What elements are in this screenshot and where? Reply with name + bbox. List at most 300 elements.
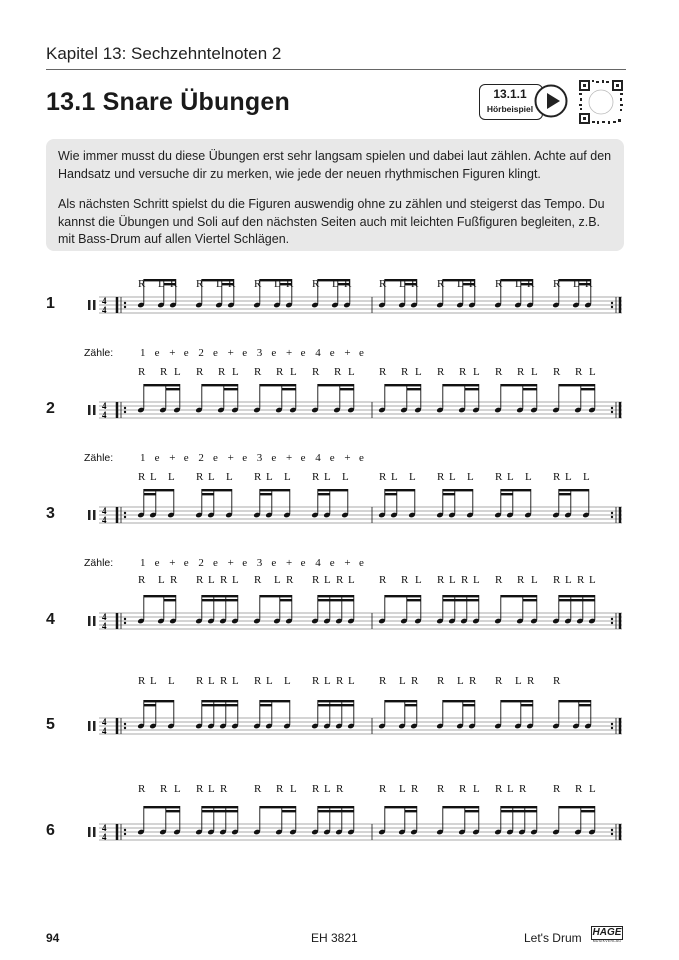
sticking-letter: L — [208, 675, 215, 687]
repeat-dot — [611, 306, 613, 308]
time-signature-top: 4 — [102, 401, 107, 411]
sticking-letter: R — [411, 675, 419, 687]
count-syllable: 3 — [256, 347, 263, 359]
beam-primary — [501, 595, 537, 597]
sticking-letter: R — [276, 366, 284, 378]
sticking-letter: L — [342, 471, 349, 483]
sticking-letter: L — [565, 574, 572, 586]
beam-primary — [501, 700, 533, 702]
sticking-letter: R — [517, 574, 525, 586]
count-syllable: e — [154, 347, 160, 359]
sticking-letter: L — [266, 471, 273, 483]
time-signature-bottom: 4 — [102, 832, 107, 842]
repeat-dot — [124, 622, 126, 624]
beam-secondary — [407, 388, 421, 390]
exercise-4 — [88, 574, 622, 631]
count-syllable: e — [329, 452, 335, 464]
sticking-letter: R — [220, 574, 228, 586]
beam-primary — [318, 806, 354, 808]
time-signature-top: 4 — [102, 506, 107, 516]
beam-primary — [443, 489, 473, 491]
beam-primary — [260, 806, 296, 808]
sticking-letter: L — [168, 471, 175, 483]
percussion-clef — [88, 300, 91, 310]
sticking-letter: R — [379, 783, 387, 795]
count-syllable: 3 — [256, 557, 263, 569]
sticking-letter: R — [170, 278, 178, 290]
count-syllable: e — [213, 452, 218, 464]
sticking-letter: R — [336, 783, 344, 795]
sticking-letter: L — [232, 574, 239, 586]
publisher-name: HAGE — [592, 927, 622, 938]
repeat-dot — [611, 512, 613, 514]
count-syllable: e — [213, 347, 218, 359]
beam-primary — [559, 806, 595, 808]
sticking-letter: L — [515, 675, 522, 687]
sticking-letter: R — [459, 783, 467, 795]
beam-primary — [144, 489, 174, 491]
sticking-letter: L — [158, 278, 165, 290]
beam-primary — [202, 384, 238, 386]
count-label: Zähle: — [84, 452, 114, 464]
count-syllable: 2 — [198, 557, 204, 569]
count-syllable: e — [300, 557, 306, 569]
sticking-letter: R — [437, 675, 445, 687]
sticking-letter: R — [312, 574, 320, 586]
sticking-letter: R — [196, 574, 204, 586]
count-syllable: + — [344, 452, 351, 464]
sticking-letter: L — [507, 471, 514, 483]
sticking-letter: L — [565, 471, 572, 483]
footer-book-title: Let's Drum — [524, 931, 582, 945]
beam-secondary — [282, 388, 296, 390]
sticking-letter: R — [461, 574, 469, 586]
beam-secondary — [385, 493, 397, 495]
sticking-letter: R — [495, 278, 503, 290]
percussion-clef — [93, 616, 96, 626]
repeat-dot — [611, 622, 613, 624]
beam-primary — [385, 489, 415, 491]
sticking-letter: R — [196, 366, 204, 378]
count-syllable: e — [242, 557, 248, 569]
exercise-number: 2 — [46, 400, 55, 417]
time-signature-top: 4 — [102, 823, 107, 833]
beam-secondary — [318, 493, 330, 495]
sticking-letter: L — [589, 574, 596, 586]
footer-code: EH 3821 — [311, 931, 358, 945]
beam-primary — [559, 384, 595, 386]
sticking-letter: R — [577, 574, 585, 586]
beam-primary — [144, 700, 174, 702]
beam-primary — [144, 384, 180, 386]
sticking-letter: L — [348, 366, 355, 378]
count-syllable: e — [183, 347, 189, 359]
sticking-letter: R — [196, 471, 204, 483]
beam-secondary — [166, 388, 180, 390]
sticking-letter: R — [254, 471, 262, 483]
count-syllable: 4 — [315, 347, 321, 359]
count-syllable: + — [169, 557, 176, 569]
sticking-letter: R — [437, 783, 445, 795]
beam-primary — [559, 700, 591, 702]
sticking-letter: R — [138, 675, 146, 687]
sticking-letter: L — [589, 366, 596, 378]
count-syllable: e — [359, 347, 364, 359]
sticking-letter: R — [401, 366, 409, 378]
sticking-letter: R — [553, 574, 561, 586]
sticking-letter: L — [457, 675, 464, 687]
section-title: 13.1 Snare Übungen — [46, 88, 290, 116]
beam-secondary — [202, 599, 238, 601]
count-syllable: 4 — [315, 452, 321, 464]
beam-primary — [260, 384, 296, 386]
sticking-letter: R — [379, 675, 387, 687]
sticking-letter: R — [459, 366, 467, 378]
beam-secondary — [501, 810, 537, 812]
sticking-letter: L — [150, 675, 157, 687]
sticking-letter: R — [160, 366, 168, 378]
repeat-dot — [611, 516, 613, 518]
sticking-letter: R — [379, 278, 387, 290]
repeat-dot — [124, 516, 126, 518]
sticking-letter: R — [437, 278, 445, 290]
sticking-letter: L — [515, 278, 522, 290]
count-label: Zähle: — [84, 347, 114, 359]
count-syllable: e — [154, 452, 160, 464]
sticking-letter: R — [138, 783, 146, 795]
sticking-letter: R — [196, 783, 204, 795]
repeat-dot — [124, 723, 126, 725]
sticking-letter: L — [409, 471, 416, 483]
sticking-letter: R — [138, 278, 146, 290]
repeat-dot — [611, 302, 613, 304]
sticking-letter: L — [226, 471, 233, 483]
sticking-letter: L — [158, 574, 165, 586]
repeat-dot — [124, 833, 126, 835]
sticking-letter: L — [525, 471, 532, 483]
repeat-dot — [124, 512, 126, 514]
sticking-letter: R — [286, 574, 294, 586]
sticking-letter: L — [507, 783, 514, 795]
beam-primary — [202, 806, 238, 808]
beam-secondary — [559, 599, 595, 601]
sticking-letter: L — [174, 366, 181, 378]
sticking-letter: L — [290, 783, 297, 795]
percussion-clef — [88, 510, 91, 520]
sticking-letter: R — [312, 675, 320, 687]
repeat-dot — [611, 411, 613, 413]
beam-secondary — [523, 388, 537, 390]
count-syllable: e — [359, 452, 364, 464]
sticking-letter: R — [286, 278, 294, 290]
count-syllable: + — [344, 347, 351, 359]
count-label: Zähle: — [84, 557, 114, 569]
sticking-letter: L — [348, 675, 355, 687]
beam-primary — [318, 595, 354, 597]
sticking-letter: R — [495, 783, 503, 795]
beam-primary — [559, 595, 595, 597]
chapter-heading: Kapitel 13: Sechzehntelnoten 2 — [46, 44, 282, 63]
sticking-letter: L — [399, 783, 406, 795]
exercise-number: 6 — [46, 822, 55, 839]
sticking-letter: R — [344, 278, 352, 290]
sticking-letter: R — [553, 471, 561, 483]
beam-primary — [260, 489, 290, 491]
sticking-letter: L — [208, 783, 215, 795]
repeat-dot — [611, 618, 613, 620]
repeat-dot — [124, 727, 126, 729]
beam-secondary — [164, 599, 176, 601]
beam-primary — [501, 384, 537, 386]
sticking-letter: L — [589, 783, 596, 795]
beam-secondary — [559, 493, 571, 495]
beam-primary — [443, 384, 479, 386]
beam-secondary — [144, 493, 156, 495]
time-signature-bottom: 4 — [102, 515, 107, 525]
sticking-letter: R — [495, 471, 503, 483]
count-syllable: e — [329, 557, 335, 569]
count-syllable: e — [271, 557, 277, 569]
exercise-number: 1 — [46, 295, 55, 312]
count-syllable: + — [169, 452, 176, 464]
sticking-letter: R — [334, 366, 342, 378]
publisher-subtitle: MUSIKVERLAG — [592, 939, 622, 943]
beam-secondary — [224, 388, 238, 390]
sticking-letter: L — [348, 574, 355, 586]
sticking-letter: L — [208, 471, 215, 483]
sticking-letter: R — [553, 366, 561, 378]
beam-secondary — [318, 810, 354, 812]
beam-secondary — [463, 704, 475, 706]
percussion-clef — [93, 827, 96, 837]
repeat-dot — [611, 723, 613, 725]
count-syllable: + — [344, 557, 351, 569]
beam-primary — [318, 384, 354, 386]
sticking-letter: L — [274, 278, 281, 290]
sticking-letter: R — [527, 278, 535, 290]
count-syllable: e — [183, 452, 189, 464]
footer-page-number: 94 — [46, 931, 60, 945]
beam-secondary — [579, 704, 591, 706]
sticking-letter: R — [469, 278, 477, 290]
beam-secondary — [581, 810, 595, 812]
beam-primary — [385, 384, 421, 386]
count-syllable: 2 — [198, 347, 204, 359]
beam-secondary — [318, 704, 354, 706]
sticking-letter: L — [573, 278, 580, 290]
sticking-letter: L — [324, 471, 331, 483]
repeat-dot — [124, 306, 126, 308]
sticking-letter: R — [254, 366, 262, 378]
sticking-letter: R — [220, 675, 228, 687]
time-signature-bottom: 4 — [102, 726, 107, 736]
count-syllable: 2 — [198, 452, 204, 464]
repeat-dot — [124, 618, 126, 620]
sticking-letter: R — [411, 783, 419, 795]
beam-primary — [260, 700, 290, 702]
beam-secondary — [260, 493, 272, 495]
beam-secondary — [260, 704, 272, 706]
count-syllable: + — [227, 557, 234, 569]
beam-secondary — [340, 388, 354, 390]
exercise-5 — [88, 675, 622, 736]
beam-secondary — [501, 493, 513, 495]
sticking-letter: R — [196, 675, 204, 687]
sticking-letter: R — [495, 574, 503, 586]
beam-secondary — [318, 599, 354, 601]
beam-secondary — [202, 493, 214, 495]
time-signature-top: 4 — [102, 296, 107, 306]
percussion-clef — [93, 300, 96, 310]
sticking-letter: L — [457, 278, 464, 290]
beam-secondary — [465, 810, 479, 812]
count-syllable: e — [242, 347, 248, 359]
sticking-letter: R — [553, 278, 561, 290]
sticking-letter: R — [379, 366, 387, 378]
sticking-letter: R — [254, 278, 262, 290]
sticking-letter: L — [284, 675, 291, 687]
sticking-letter: R — [527, 675, 535, 687]
sticking-letter: R — [437, 366, 445, 378]
sticking-letter: L — [449, 471, 456, 483]
sticking-letter: R — [379, 574, 387, 586]
sticking-letter: R — [220, 783, 228, 795]
sticking-letter: L — [415, 574, 422, 586]
count-syllable: e — [242, 452, 248, 464]
repeat-dot — [611, 407, 613, 409]
beam-secondary — [166, 810, 180, 812]
sticking-letter: L — [531, 366, 538, 378]
beam-primary — [260, 595, 292, 597]
intro-paragraph-2: Als nächsten Schritt spielst du die Figuren auswendig ohne zu zählen und steigerst das Tempo. Du kannst die Übungen und Soli auf den nächsten Seiten auch mit leichten Fußfiguren begleiten, z.B. mit Bass-Drum auf allen Viertel Schlägen. — [58, 197, 605, 246]
beam-primary — [144, 806, 180, 808]
count-syllable: 1 — [140, 452, 146, 464]
sticking-letter: L — [266, 675, 273, 687]
sticking-letter: R — [469, 675, 477, 687]
beam-secondary — [465, 388, 479, 390]
count-syllable: + — [286, 347, 293, 359]
time-signature-bottom: 4 — [102, 621, 107, 631]
percussion-clef — [88, 721, 91, 731]
sticking-letter: R — [312, 366, 320, 378]
sticking-letter: R — [312, 278, 320, 290]
beam-secondary — [202, 810, 238, 812]
sticking-letter: L — [449, 574, 456, 586]
sticking-letter: R — [437, 471, 445, 483]
beam-primary — [443, 595, 479, 597]
percussion-clef — [93, 721, 96, 731]
sticking-letter: L — [467, 471, 474, 483]
sticking-letter: R — [575, 783, 583, 795]
exercise-6 — [88, 783, 622, 842]
sticking-letter: L — [168, 675, 175, 687]
exercise-2 — [84, 366, 622, 464]
sticking-letter: L — [473, 366, 480, 378]
count-syllable: 1 — [140, 557, 146, 569]
beam-primary — [318, 700, 354, 702]
audio-number: 13.1.1 — [493, 87, 527, 101]
sticking-letter: R — [336, 675, 344, 687]
sticking-letter: R — [553, 675, 561, 687]
repeat-dot — [124, 829, 126, 831]
beam-primary — [501, 489, 531, 491]
repeat-dot — [124, 411, 126, 413]
sticking-letter: L — [150, 471, 157, 483]
sticking-letter: L — [232, 366, 239, 378]
sticking-letter: L — [324, 675, 331, 687]
repeat-dot — [124, 302, 126, 304]
percussion-clef — [93, 405, 96, 415]
sticking-letter: R — [196, 278, 204, 290]
sticking-letter: R — [401, 574, 409, 586]
sticking-letter: L — [399, 675, 406, 687]
count-syllable: e — [329, 347, 335, 359]
count-syllable: e — [154, 557, 160, 569]
beam-secondary — [581, 388, 595, 390]
count-syllable: + — [227, 452, 234, 464]
count-syllable: e — [271, 347, 277, 359]
beam-primary — [385, 700, 417, 702]
sticking-letter: R — [254, 783, 262, 795]
sticking-letter: L — [324, 783, 331, 795]
sticking-letter: L — [391, 471, 398, 483]
sticking-letter: R — [228, 278, 236, 290]
exercise-3 — [84, 471, 622, 569]
beam-secondary — [523, 599, 537, 601]
sticking-letter: L — [332, 278, 339, 290]
sticking-letter: R — [218, 366, 226, 378]
sticking-letter: L — [216, 278, 223, 290]
repeat-dot — [611, 727, 613, 729]
sticking-letter: L — [473, 574, 480, 586]
sticking-letter: L — [324, 574, 331, 586]
sticking-letter: R — [553, 783, 561, 795]
sticking-letter: L — [290, 366, 297, 378]
count-syllable: 3 — [256, 452, 263, 464]
sticking-letter: L — [415, 366, 422, 378]
count-syllable: 4 — [315, 557, 321, 569]
count-syllable: + — [286, 452, 293, 464]
intro-paragraph-1: Wie immer musst du diese Übungen erst sehr langsam spielen und dabei laut zählen. Achte auf den Handsatz und versuche dir zu merken, wie jede der neuen rhythmischen Figuren klingt. — [58, 149, 612, 181]
beam-secondary — [407, 599, 421, 601]
beam-primary — [202, 700, 238, 702]
count-syllable: 1 — [140, 347, 146, 359]
exercise-number: 5 — [46, 716, 55, 733]
sticking-letter: R — [495, 675, 503, 687]
sticking-letter: R — [170, 574, 178, 586]
sticking-letter: R — [379, 471, 387, 483]
time-signature-bottom: 4 — [102, 305, 107, 315]
count-syllable: e — [183, 557, 189, 569]
sticking-letter: L — [174, 783, 181, 795]
beam-primary — [202, 595, 238, 597]
count-syllable: + — [227, 347, 234, 359]
beam-secondary — [282, 810, 296, 812]
sticking-letter: R — [138, 366, 146, 378]
audio-label: Hörbeispiel — [486, 104, 534, 114]
time-signature-bottom: 4 — [102, 410, 107, 420]
exercise-number: 3 — [46, 505, 55, 522]
sticking-letter: L — [232, 675, 239, 687]
count-syllable: e — [271, 452, 277, 464]
beam-primary — [443, 806, 479, 808]
sticking-letter: L — [399, 278, 406, 290]
count-syllable: e — [359, 557, 364, 569]
sticking-letter: R — [254, 675, 262, 687]
repeat-dot — [611, 829, 613, 831]
beam-secondary — [405, 810, 417, 812]
sticking-letter: R — [437, 574, 445, 586]
